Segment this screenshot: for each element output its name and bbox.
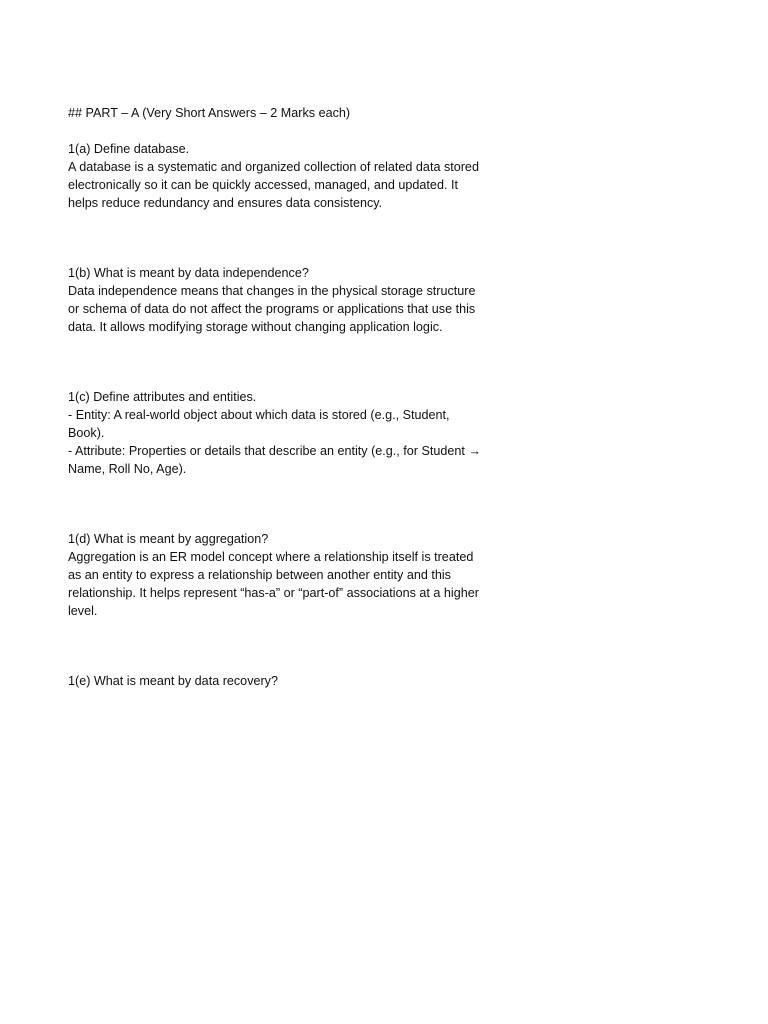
answer-line: Aggregation is an ER model concept where a relationship itself is treated	[68, 550, 474, 564]
question-block-1c	[68, 388, 508, 478]
question-text: 1(d) What is meant by aggregation?	[68, 532, 269, 546]
question-block-1a	[68, 140, 508, 212]
answer-line: - Entity: A real-world object about which data is stored (e.g., Student,	[68, 408, 450, 422]
answer-line: relationship. It helps represent “has-a” or “part-of” associations at a higher	[68, 586, 479, 600]
document-page	[68, 104, 508, 690]
answer-line: data. It allows modifying storage without changing application logic.	[68, 320, 443, 334]
question-text: 1(e) What is meant by data recovery?	[68, 674, 278, 688]
answer-line: - Attribute: Properties or details that describe an entity (e.g., for Student →	[68, 444, 482, 458]
question-block-1d	[68, 530, 508, 620]
question-text: 1(b) What is meant by data independence?	[68, 266, 309, 280]
question-block-1e	[68, 672, 508, 690]
answer-line: as an entity to express a relationship between another entity and this	[68, 568, 451, 582]
answer-line: Book).	[68, 426, 105, 440]
answer-line: A database is a systematic and organized collection of related data stored	[68, 160, 479, 174]
answer-line: or schema of data do not affect the programs or applications that use this	[68, 302, 476, 316]
question-block-1b	[68, 264, 508, 336]
answer-line: electronically so it can be quickly accessed, managed, and updated. It	[68, 178, 458, 192]
answer-line: Name, Roll No, Age).	[68, 462, 187, 476]
answer-line: helps reduce redundancy and ensures data consistency.	[68, 196, 383, 210]
question-text: 1(c) Define attributes and entities.	[68, 390, 257, 404]
answer-line: Data independence means that changes in the physical storage structure	[68, 284, 476, 298]
answer-line: level.	[68, 604, 98, 618]
section-heading: ## PART – A (Very Short Answers – 2 Marks each)	[68, 106, 351, 120]
question-text: 1(a) Define database.	[68, 142, 190, 156]
